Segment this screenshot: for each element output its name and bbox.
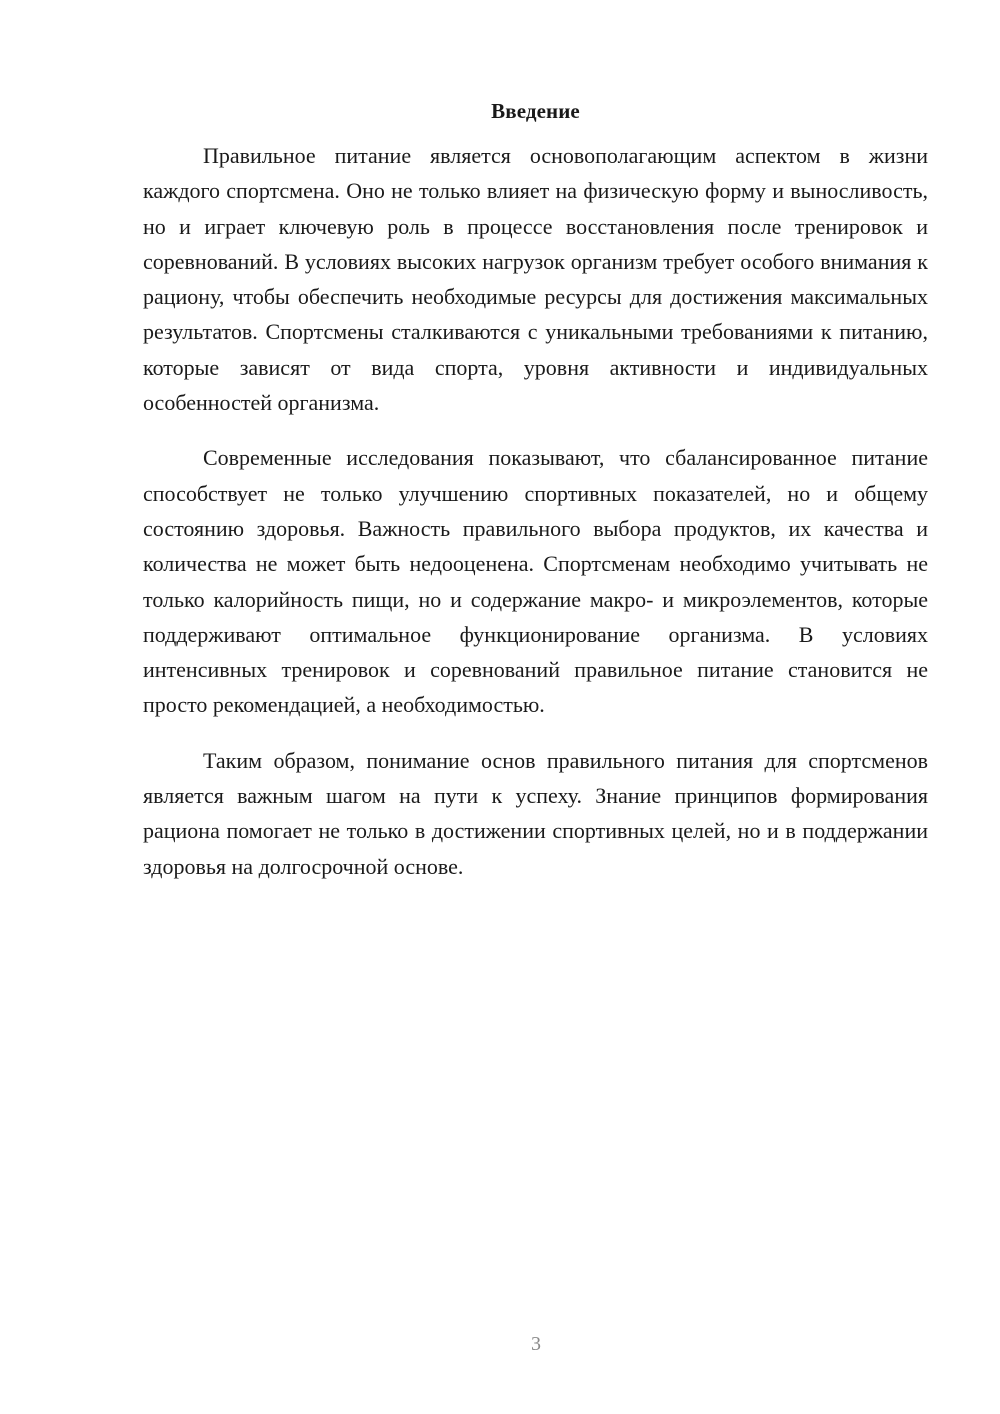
page-number: 3 bbox=[531, 1333, 541, 1355]
paragraph-3: Таким образом, понимание основ правильного питания для спортсменов является важным шагом на пути к успеху. Знание принципов формирования рациона помогает не только в достижении спортивных целей, но и в поддержании здоровья на долгосрочной основе. bbox=[143, 747, 928, 879]
paragraph-1: Правильное питание является основополагающим аспектом в жизни каждого спортсмена. Оно не только влияет на физическую форму и выносливость, но и играет ключевую роль в процессе восстановления после тренировок и соревнований. В условиях высоких нагрузок организм требует особого внимания к рациону, чтобы обеспечить необходимые ресурсы для достижения максимальных результатов. Спортсмены сталкиваются с уникальными требованиями к питанию, которые зависят от вида спорта, уровня активности и индивидуальных особенностей организма. bbox=[143, 143, 928, 416]
section-heading: Введение bbox=[491, 99, 580, 123]
page-content bbox=[143, 96, 928, 904]
paragraph-2: Современные исследования показывают, что сбалансированное питание способствует не только улучшению спортивных показателей, но и общему состоянию здоровья. Важность правильного выбора продуктов, их качества и количества не может быть недооценена. Спортсменам необходимо учитывать не только калорийность пищи, но и содержание макро- и микроэлементов, которые поддерживают оптимальное функционирование организма. В условиях интенсивных тренировок и соревнований правильное питание становится не просто рекомендацией, а необходимостью. bbox=[143, 445, 928, 718]
